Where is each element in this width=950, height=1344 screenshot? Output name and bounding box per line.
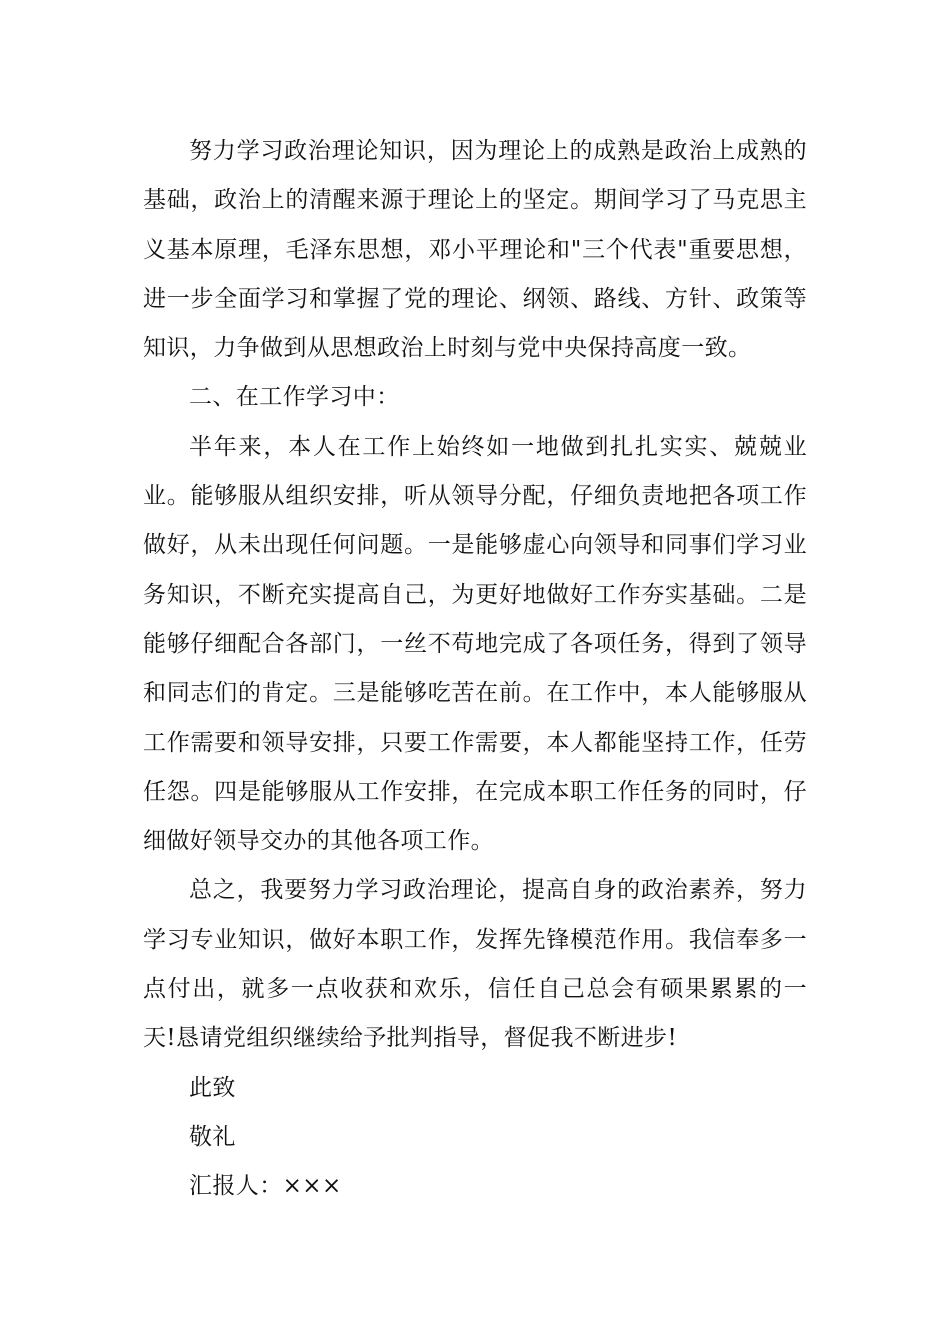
closing-salutation-cizhi: 此致 <box>189 1074 236 1101</box>
paragraph-work-performance: 半年来，本人在工作上始终如一地做到扎扎实实、兢兢业业。能够服从组织安排，听从领导分配，仔细负责地把各项工作做好，从未出现任何问题。一是能够虚心向领导和同事们学习业务知识，不断充实提高自己，为更好地做好工作夯实基础。二是能够仔细配合各部门，一丝不苟地完成了各项任务，得到了领导和同志们的肯定。三是能够吃苦在前。在工作中，本人能够服从工作需要和领导安排，只要工作需要，本人都能坚持工作，任劳任怨。四是能够服从工作安排，在完成本职工作任务的同时，仔细做好领导交办的其他各项工作。 <box>143 433 807 855</box>
paragraph-political-study: 努力学习政治理论知识，因为理论上的成熟是政治上成熟的基础，政治上的清醒来源于理论上的坚定。期间学习了马克思主义基本原理，毛泽东思想，邓小平理论和"三个代表"重要思想，进一步全面学习和掌握了党的理论、纲领、路线、方针、政策等知识，力争做到从思想政治上时刻与党中央保持高度一致。 <box>143 138 807 362</box>
paragraph-summary: 总之，我要努力学习政治理论，提高自身的政治素养，努力学习专业知识，做好本职工作，发挥先锋模范作用。我信奉多一点付出，就多一点收获和欢乐，信任自己总会有硕果累累的一天!恳请党组织继续给予批判指导，督促我不断进步! <box>143 877 807 1052</box>
section-heading-work-study: 二、在工作学习中： <box>189 384 400 411</box>
reporter-signature: 汇报人：××× <box>189 1173 342 1200</box>
closing-salutation-jingli: 敬礼 <box>189 1123 236 1150</box>
document-body <box>143 127 807 1212</box>
